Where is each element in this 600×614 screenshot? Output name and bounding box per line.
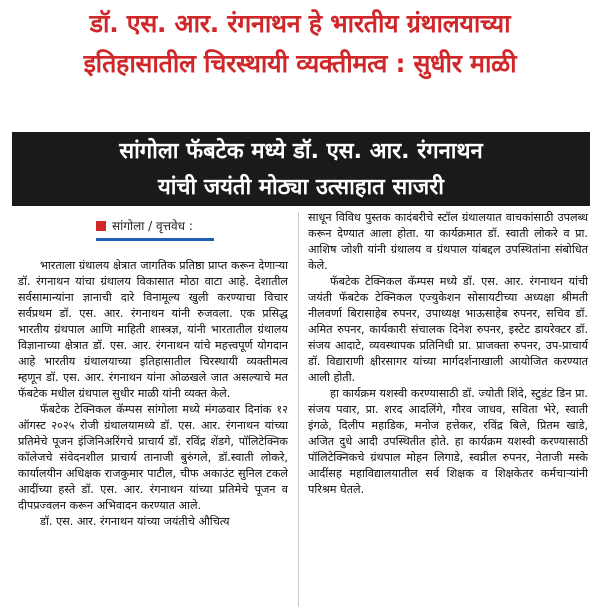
headline-line-2: इतिहासातील चिरस्थायी व्यक्तीमत्व : सुधीर माळी xyxy=(83,49,517,78)
subheadline-line-1: सांगोला फॅबटेक मध्ये डॉ. एस. आर. रंगनाथन xyxy=(119,139,483,164)
paragraph-event: फॅबटेक टेक्निकल कॅम्पस सांगोला मध्ये मंगळवार दिनांक १२ ऑगस्ट २०२५ रोजी ग्रंथालयामध्ये डॉ. एस. आर. रंगनाथन यांच्या प्रतिमेचे पूजन इंजिनिअरिंगचे प्राचार्य डॉ. रविंद्र शेंडगे, पॉलिटेक्निक कॉलेजचे संवेदनशील प्राचार्य तानाजी बुरुंगले, डॉ.स्वाती लोकरे, कार्यालयीन अधिक्षक राजकुमार पाटील, चीफ अकाउंट सुनिल टकले आदींच्या हस्ते डॉ. एस. आर. रंगनाथन यांच्या प्रतिमेचे पूजन व दीपप्रज्वलन करून अभिवादन करण्यात आले. xyxy=(18,403,288,512)
paragraph-stalls: साधून विविध पुस्तक कादंबरीचे स्टॉल ग्रंथालयात वाचकांसाठी उपलब्ध करून देण्यात आला होता. या कार्यक्रमात डॉ. स्वाती लोकरे व प्रा. आशिष जोशी यांनी ग्रंथालय व ग्रंथपाल यांबद्दल उपस्थितांना संबोधित केले. xyxy=(308,211,588,272)
article-column-right xyxy=(308,210,588,498)
headline-line-1: डॉ. एस. आर. रंगनाथन हे भारतीय ग्रंथालयाच्या xyxy=(89,9,511,38)
red-square-icon xyxy=(96,221,106,231)
byline xyxy=(96,217,193,234)
byline-rule xyxy=(96,238,214,241)
article-column-left xyxy=(18,258,288,530)
paragraph-intro: भारताला ग्रंथालय क्षेत्रात जागतिक प्रतिष्ठा प्राप्त करून देणाऱ्या डॉ. रंगनाथन यांचा ग्रंथालय विकासात मोठा वाटा आहे. देशातील सर्वसामान्यांना ज्ञानाची दारे विनामूल्य खुली करण्याचा विचार सर्वप्रथम डॉ. एस. आर. रंगनाथन यांनी रुजवला. एक प्रसिद्ध भारतीय ग्रंथपाल आणि माहिती शास्त्रज्ञ, यांनी भारतातील ग्रंथालय विज्ञानाच्या क्षेत्रात डॉ. एस. आर. रंगनाथन यांचे महत्त्वपूर्ण योगदान आहे भारतीय ग्रंथालयाच्या इतिहासातील चिरस्थायी व्यक्तीमत्व म्हणून डॉ. एस. आर. रंगनाथन यांना ओळखले जात असल्याचे मत फॅबटेक मधील ग्रंथपाल सुधीर माळी यांनी व्यक्त केले. xyxy=(18,259,288,400)
paragraph-participants: हा कार्यक्रम यशस्वी करण्यासाठी डॉ. ज्योती शिंदे, स्टुडंट डिन प्रा. संजय पवार, प्रा. शरद आदलिंगे, गौरव जाधव, सविता भेरे, स्वाती इंगळे, दिलीप महाडिक, मनोज हत्तेकर, रविंद्र बिले, प्रितम खाडे, अजित दुधे आदी उपस्थितीत होते. हा कार्यक्रम यशस्वी करण्यासाठी पॉलिटेक्निकचे ग्रंथपाल मोहन लिगाडे, स्वप्नील रुपनर, नेताजी मस्के आदींसह महाविद्यालयातील सर्व शिक्षक व शिक्षकेतर कर्मचाऱ्यांनी परिश्रम घेतले. xyxy=(308,387,588,496)
column-divider xyxy=(298,212,299,607)
paragraph-occasion: डॉ. एस. आर. रंगनाथन यांच्या जयंतीचे औचित्य xyxy=(40,515,230,528)
paragraph-organizers: फॅबटेक टेक्निकल कॅम्पस मध्ये डॉ. एस. आर. रंगनाथन यांची जयंती फॅबटेक टेक्निकल एज्युकेशन सोसायटीच्या अध्यक्षा श्रीमती नीलवर्णा बिरासाहेब रुपनर, उपाध्यक्ष भाऊसाहेब रुपनर, सचिव डॉ. अमित रुपनर, कार्यकारी संचालक दिनेश रुपनर, इस्टेट डायरेक्टर डॉ. संजय आदाटे, व्यवस्थापक प्रतिनिधी प्रा. प्राजक्ता रुपनर, उप-प्राचार्य डॉ. विद्याराणी क्षीरसागर यांच्या मार्गदर्शनाखाली आयोजित करण्यात आली होती. xyxy=(308,275,588,384)
subheadline-banner xyxy=(12,132,590,206)
byline-place: सांगोला xyxy=(112,219,145,233)
byline-separator: / xyxy=(148,219,153,233)
byline-source: वृत्तवेध : xyxy=(156,219,193,233)
subheadline-line-2: यांची जयंती मोठ्या उत्साहात साजरी xyxy=(158,175,444,200)
headline xyxy=(0,4,600,84)
